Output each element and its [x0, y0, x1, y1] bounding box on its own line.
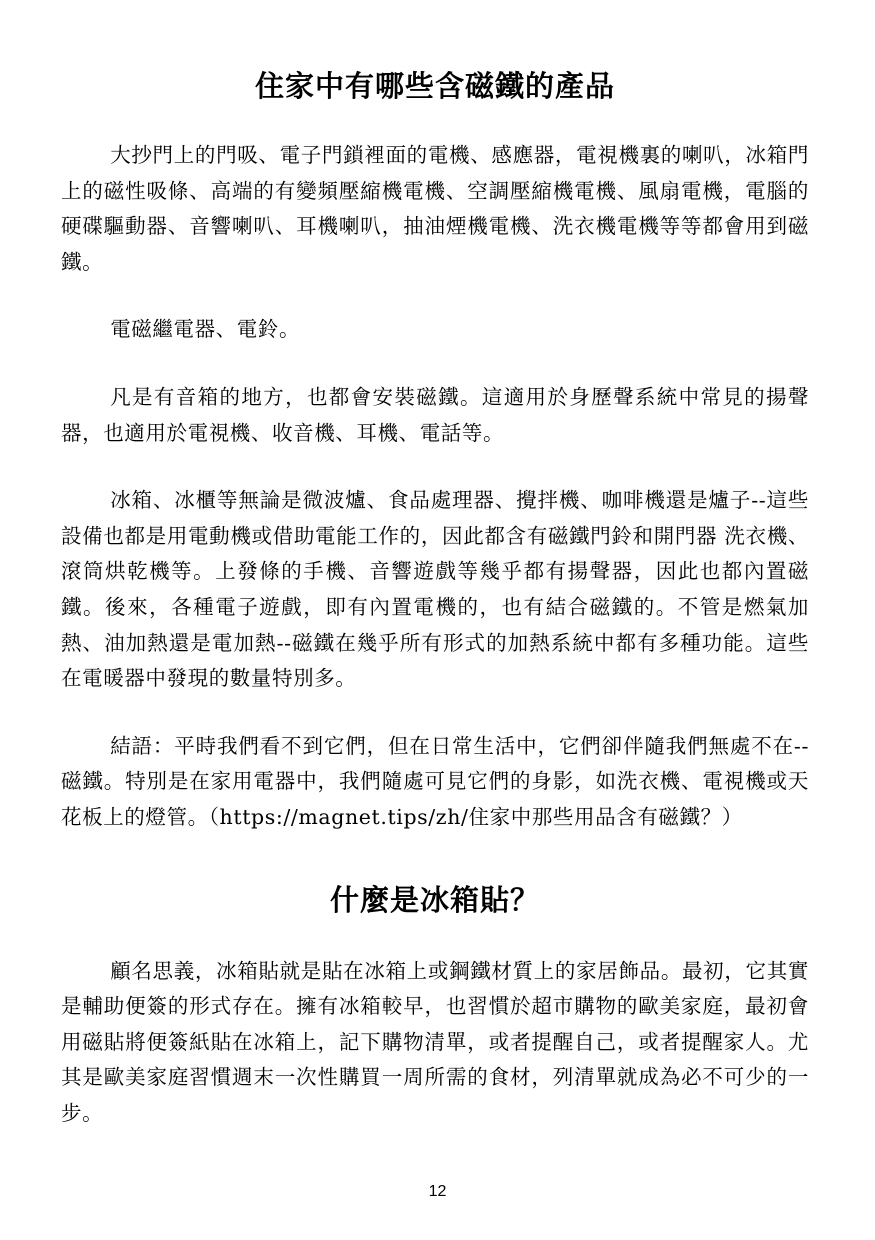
paragraph: 顧名思義，冰箱貼就是貼在冰箱上或鋼鐵材質上的家居飾品。最初，它其實是輔助便簽的形式存在。擁有冰箱較早，也習慣於超市購物的歐美家庭，最初會用磁貼將便簽紙貼在冰箱上，記下購物清單，或者提醒自己，或者提醒家人。尤其是歐美家庭習慣週末一次性購買一周所需的食材，列清單就成為必不可少的一步。	[61, 958, 809, 1125]
paragraph: 冰箱、冰櫃等無論是微波爐、食品處理器、攪拌機、咖啡機還是爐子--這些設備也都是用電動機或借助電能工作的，因此都含有磁鐵門鈴和開門器 洗衣機、滾筒烘乾機等。上發條的手機、音響遊戲等幾乎都有揚聲器，因此也都內置磁鐵。後來，各種電子遊戲，即有內置電機的，也有結合磁鐵的。不管是燃氣加熱、油加熱還是電加熱--磁鐵在幾乎所有形式的加熱系統中都有多種功能。這些在電暖器中發現的數量特別多。	[61, 488, 809, 691]
section-title-magnet-products: 住家中有哪些含磁鐵的產品	[254, 69, 615, 103]
section-title-fridge-magnet: 什麼是冰箱貼？	[329, 882, 540, 917]
paragraph-conclusion: 結語：平時我們看不到它們，但在日常生活中，它們卻伴隨我們無處不在--磁鐵。特別是在家用電器中，我們隨處可見它們的身影，如洗衣機、電視機或天花板上的燈管。（https://magnet.tips/zh/住家中那些用品含有磁鐵？）	[61, 733, 809, 829]
paragraph: 電磁繼電器、電鈴。	[110, 317, 301, 342]
paragraph: 大抄門上的門吸、電子門鎖裡面的電機、感應器，電視機裏的喇叭，冰箱門上的磁性吸條、高端的有變頻壓縮機電機、空調壓縮機電機、風扇電機，電腦的硬碟驅動器、音響喇叭、耳機喇叭，抽油煙機電機、洗衣機電機等等都會用到磁鐵。	[61, 143, 809, 274]
paragraph: 凡是有音箱的地方，也都會安裝磁鐵。這適用於身歷聲系統中常見的揚聲器，也適用於電視機、收音機、耳機、電話等。	[61, 384, 809, 445]
page-number: 12	[428, 1183, 447, 1200]
